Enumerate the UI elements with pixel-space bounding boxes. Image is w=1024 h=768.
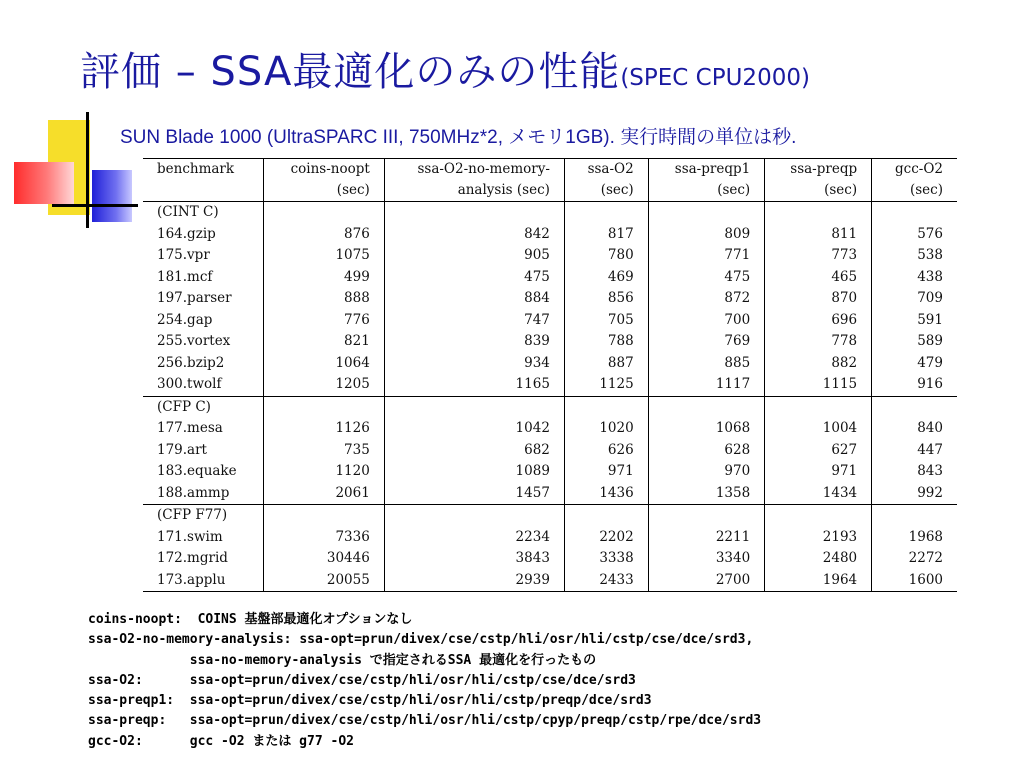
- table-row: [143, 418, 957, 440]
- table-cell: 1457: [384, 483, 564, 505]
- note-line: ssa-no-memory-analysis で指定されるSSA 最適化を行ったもの: [88, 652, 597, 668]
- table-row: [143, 374, 957, 396]
- blue-square: [92, 170, 132, 222]
- benchmark-name: 183.equake: [157, 463, 237, 479]
- table-cell: 2700: [648, 570, 765, 592]
- table-cell: 780: [564, 245, 648, 267]
- table-cell: 682: [384, 440, 564, 462]
- table-cell: 3338: [564, 548, 648, 570]
- table-cell: 1115: [765, 374, 872, 396]
- benchmark-name: 254.gap: [157, 311, 213, 328]
- table-cell: 1205: [264, 374, 385, 396]
- table-cell: 885: [648, 353, 765, 375]
- table-cell: 1089: [384, 461, 564, 483]
- table-cell: 1064: [264, 353, 385, 375]
- table-cell: [872, 505, 957, 527]
- group-label-row: [143, 396, 957, 418]
- title-sub: (SPEC CPU2000): [620, 65, 810, 91]
- table-cell: 1434: [765, 483, 872, 505]
- table-cell: [384, 396, 564, 418]
- decorative-squares: [0, 100, 140, 230]
- table-cell: 872: [648, 288, 765, 310]
- table-cell: [564, 396, 648, 418]
- table-cell: 769: [648, 331, 765, 353]
- table-cell: 1125: [564, 374, 648, 396]
- table-cell: 538: [872, 245, 957, 267]
- notes: [88, 610, 1018, 752]
- table-cell: 843: [872, 461, 957, 483]
- benchmark-name: 300.twolf: [157, 376, 222, 392]
- table-cell: 1075: [264, 245, 385, 267]
- table-cell: [648, 202, 765, 224]
- table-cell: 1126: [264, 418, 385, 440]
- table-cell: 1600: [872, 570, 957, 592]
- table-cell: 821: [264, 331, 385, 353]
- table-cell: 888: [264, 288, 385, 310]
- benchmark-name: 177.mesa: [157, 420, 223, 436]
- table-row: [143, 527, 957, 549]
- table-cell: 887: [564, 353, 648, 375]
- table-cell: 992: [872, 483, 957, 505]
- column-header-unit: (sec): [765, 180, 872, 202]
- benchmark-name: 255.vortex: [157, 333, 231, 349]
- table-cell: [564, 505, 648, 527]
- horizontal-rule: [52, 204, 138, 207]
- table-cell: 788: [564, 331, 648, 353]
- table-row: [143, 310, 957, 332]
- table-cell: 840: [872, 418, 957, 440]
- table-cell: 842: [384, 224, 564, 246]
- table-cell: [384, 202, 564, 224]
- table-cell: 438: [872, 267, 957, 289]
- note-line: ssa-O2: ssa-opt=prun/divex/cse/cstp/hli/osr/hli/cstp/cse/dce/srd3: [88, 672, 636, 688]
- table-cell: 705: [564, 310, 648, 332]
- table-cell: 747: [384, 310, 564, 332]
- group-label-row: [143, 505, 957, 527]
- column-header: coins-noopt: [264, 159, 385, 181]
- group-label: (CINT C): [157, 204, 219, 220]
- table-cell: 3843: [384, 548, 564, 570]
- benchmark-name: 181.mcf: [157, 268, 213, 285]
- column-header-unit: (sec): [872, 180, 957, 202]
- column-header: ssa-O2: [564, 159, 648, 181]
- table-cell: 709: [872, 288, 957, 310]
- table-cell: 1020: [564, 418, 648, 440]
- column-header-unit: (sec): [564, 180, 648, 202]
- table-cell: [648, 396, 765, 418]
- table-cell: 475: [648, 267, 765, 289]
- table-cell: 700: [648, 310, 765, 332]
- table-cell: [872, 396, 957, 418]
- table-cell: 870: [765, 288, 872, 310]
- table-cell: 626: [564, 440, 648, 462]
- column-header: benchmark: [143, 159, 264, 181]
- column-header: ssa-O2-no-memory-: [384, 159, 564, 181]
- table-row: [143, 440, 957, 462]
- benchmark-name: 164.gzip: [157, 225, 216, 242]
- red-square: [14, 162, 74, 204]
- table-cell: 1165: [384, 374, 564, 396]
- table-group: [143, 396, 957, 505]
- group-label: (CFP C): [143, 396, 264, 418]
- table-cell: 771: [648, 245, 765, 267]
- table-cell: [264, 505, 385, 527]
- table-cell: 2202: [564, 527, 648, 549]
- table-row: [143, 331, 957, 353]
- subtitle: SUN Blade 1000 (UltraSPARC III, 750MHz*2, メモリ1GB). 実行時間の単位は秒.: [120, 127, 797, 148]
- table-cell: 884: [384, 288, 564, 310]
- table-row: [143, 570, 957, 592]
- table-cell: 934: [384, 353, 564, 375]
- benchmark-name: 171.swim: [157, 528, 223, 545]
- table-cell: 1004: [765, 418, 872, 440]
- table-row: [143, 548, 957, 570]
- table-cell: 447: [872, 440, 957, 462]
- table-cell: 876: [264, 224, 385, 246]
- table-cell: 2939: [384, 570, 564, 592]
- benchmark-name: 173.applu: [143, 570, 264, 592]
- table-cell: [872, 202, 957, 224]
- column-header-unit: [143, 180, 264, 202]
- note-line: coins-noopt: COINS 基盤部最適化オプションなし: [88, 612, 413, 627]
- table-cell: 2272: [872, 548, 957, 570]
- column-header-unit: (sec): [648, 180, 765, 202]
- table-cell: 971: [564, 461, 648, 483]
- benchmark-name: 256.bzip2: [157, 354, 225, 371]
- table-cell: 1968: [872, 527, 957, 549]
- benchmark-name: 197.parser: [157, 290, 232, 306]
- table-cell: 3340: [648, 548, 765, 570]
- table-cell: 1436: [564, 483, 648, 505]
- table-cell: 776: [264, 310, 385, 332]
- table-cell: 778: [765, 331, 872, 353]
- table-cell: 1117: [648, 374, 765, 396]
- table-cell: 591: [872, 310, 957, 332]
- table-cell: 576: [872, 224, 957, 246]
- group-label: (CFP F77): [143, 505, 264, 527]
- table-cell: 811: [765, 224, 872, 246]
- table-cell: 475: [384, 267, 564, 289]
- column-header-unit: analysis (sec): [384, 180, 564, 202]
- table-row: [143, 245, 957, 267]
- table-group: [143, 202, 957, 397]
- table-cell: 817: [564, 224, 648, 246]
- table-cell: [384, 505, 564, 527]
- table-cell: [765, 396, 872, 418]
- table-cell: 2211: [648, 527, 765, 549]
- table-cell: 916: [872, 374, 957, 396]
- table-cell: 20055: [264, 570, 385, 592]
- table-cell: 469: [564, 267, 648, 289]
- benchmark-name: 175.vpr: [157, 247, 210, 263]
- benchmark-name: 172.mgrid: [157, 550, 228, 566]
- table-cell: [765, 202, 872, 224]
- column-header: ssa-preqp1: [648, 159, 765, 181]
- note-line: ssa-preqp1: ssa-opt=prun/divex/cse/cstp/hli/osr/hli/cstp/preqp/dce/srd3: [88, 693, 652, 709]
- benchmark-name: 179.art: [157, 441, 207, 458]
- benchmark-table: [143, 158, 957, 592]
- slide-title: [80, 40, 1010, 97]
- note-line: ssa-O2-no-memory-analysis: ssa-opt=prun/divex/cse/cstp/hli/osr/hli/cstp/cse/dce/srd3,: [88, 632, 754, 648]
- table-cell: 1042: [384, 418, 564, 440]
- table-cell: 971: [765, 461, 872, 483]
- benchmark-name: 188.ammp: [157, 484, 230, 501]
- table-cell: 589: [872, 331, 957, 353]
- group-label-row: [143, 202, 957, 224]
- table-row: [143, 353, 957, 375]
- table-cell: 970: [648, 461, 765, 483]
- table-cell: 2234: [384, 527, 564, 549]
- table-cell: 30446: [264, 548, 385, 570]
- table-cell: 499: [264, 267, 385, 289]
- table-cell: 2480: [765, 548, 872, 570]
- table-cell: [648, 505, 765, 527]
- table-cell: 2193: [765, 527, 872, 549]
- table-cell: 839: [384, 331, 564, 353]
- table-header-row: [143, 159, 957, 181]
- table-cell: 773: [765, 245, 872, 267]
- table-cell: 2433: [564, 570, 648, 592]
- table-cell: 465: [765, 267, 872, 289]
- table-cell: [264, 396, 385, 418]
- table-header-row: [143, 180, 957, 202]
- table-cell: 1964: [765, 570, 872, 592]
- table-cell: 479: [872, 353, 957, 375]
- table-cell: 882: [765, 353, 872, 375]
- table-cell: 735: [264, 440, 385, 462]
- table-cell: [765, 505, 872, 527]
- column-header: ssa-preqp: [765, 159, 872, 181]
- column-header-unit: (sec): [264, 180, 385, 202]
- table-cell: 628: [648, 440, 765, 462]
- table-cell: 7336: [264, 527, 385, 549]
- table-row: [143, 483, 957, 505]
- table-cell: 856: [564, 288, 648, 310]
- table-cell: [564, 202, 648, 224]
- table-cell: [264, 202, 385, 224]
- note-line: gcc-O2: gcc -O2 または g77 -O2: [88, 733, 354, 749]
- table-cell: 696: [765, 310, 872, 332]
- table-row: [143, 224, 957, 246]
- note-line: ssa-preqp: ssa-opt=prun/divex/cse/cstp/hli/osr/hli/cstp/cpyp/preqp/cstp/rpe/dce/srd3: [88, 713, 762, 729]
- table-row: [143, 461, 957, 483]
- table-cell: 809: [648, 224, 765, 246]
- table-cell: 2061: [264, 483, 385, 505]
- table-group: [143, 505, 957, 592]
- table-cell: 905: [384, 245, 564, 267]
- table-cell: 1358: [648, 483, 765, 505]
- table-cell: 627: [765, 440, 872, 462]
- table-row: [143, 267, 957, 289]
- title-main: 評価 – SSA最適化のみの性能: [80, 49, 621, 95]
- vertical-rule: [86, 112, 89, 228]
- column-header: gcc-O2: [872, 159, 957, 181]
- table-row: [143, 288, 957, 310]
- table-cell: 1120: [264, 461, 385, 483]
- table-cell: 1068: [648, 418, 765, 440]
